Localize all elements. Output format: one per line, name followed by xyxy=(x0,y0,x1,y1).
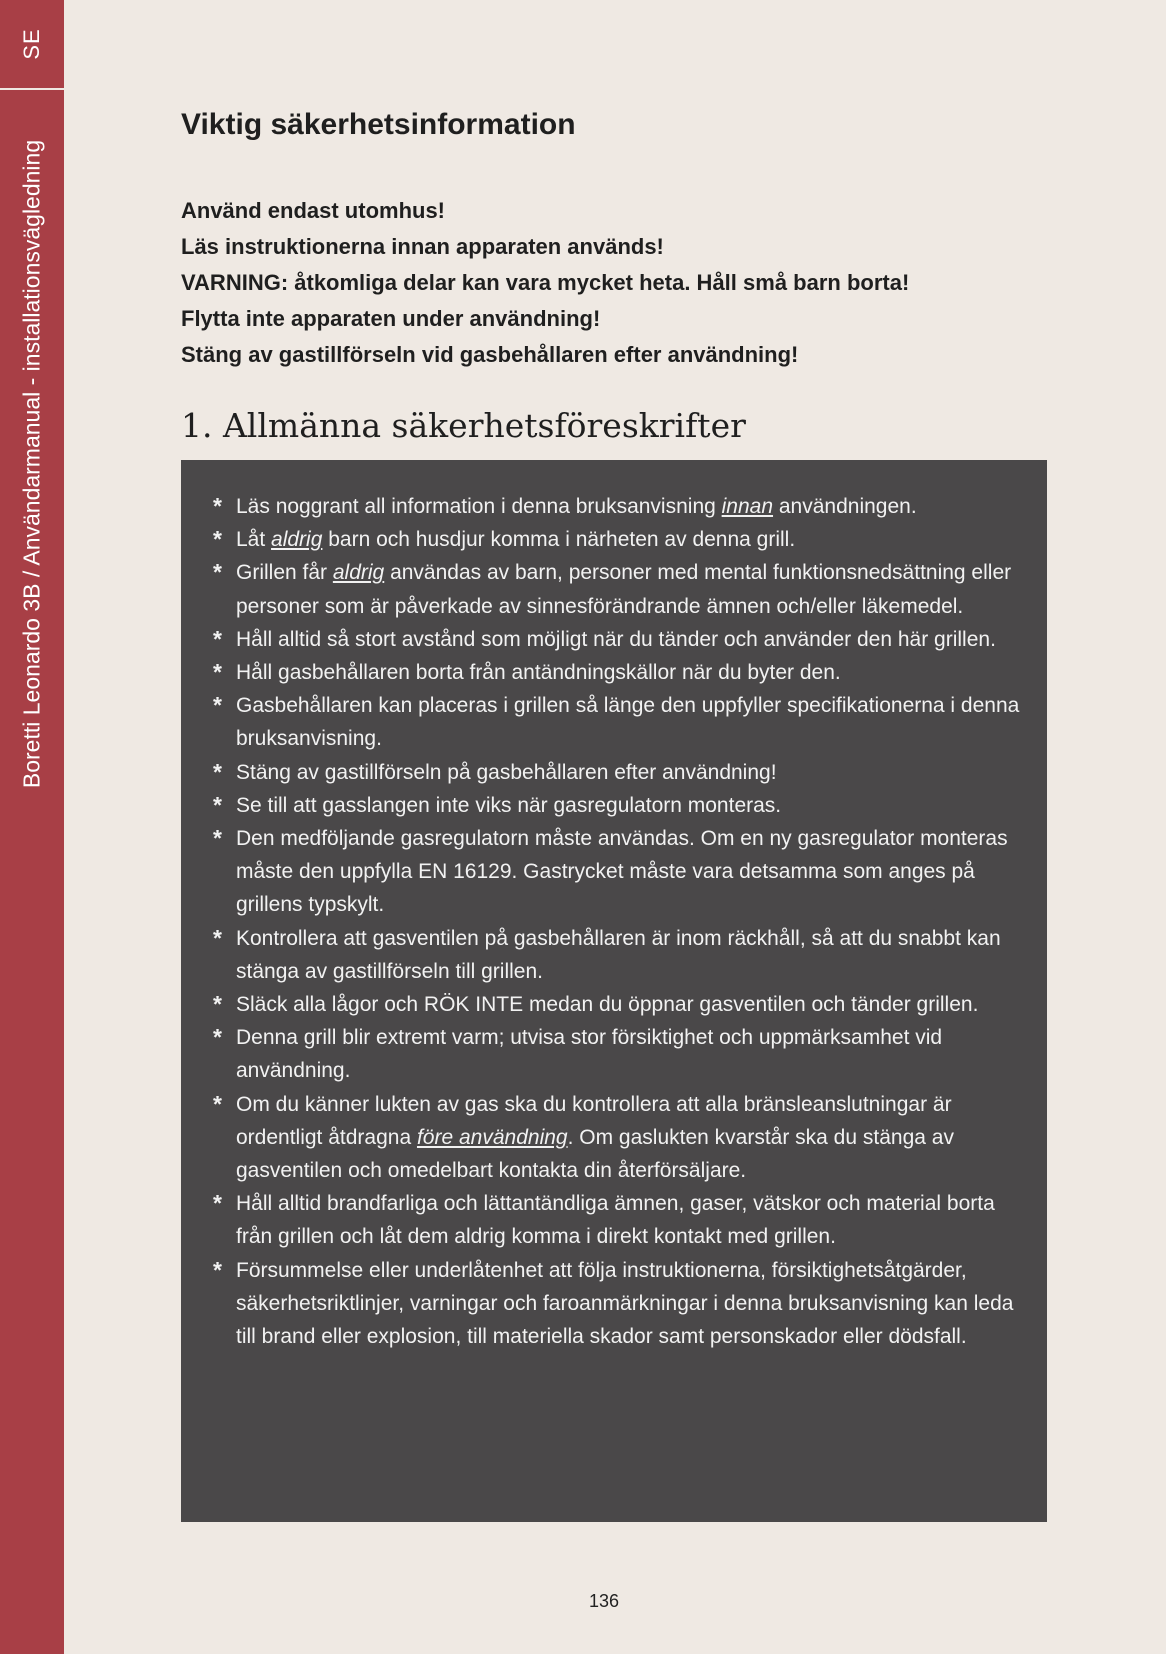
emphasis-text: innan xyxy=(721,495,774,518)
section-heading: 1. Allmänna säkerhetsföreskrifter xyxy=(181,406,746,445)
rule-text-segment: . Om gaslukten kvarstår ska du stänga av gasventilen och omedelbart kontakta din återförsäljare. xyxy=(236,1125,954,1183)
page-title: Viktig säkerhetsinformation xyxy=(181,108,576,141)
safety-rule-item xyxy=(213,922,1027,988)
safety-rule-text xyxy=(236,689,1027,755)
safety-rule-text xyxy=(236,490,1027,523)
safety-rule-item xyxy=(213,556,1027,622)
safety-rule-text xyxy=(236,922,1027,988)
sidebar xyxy=(0,0,64,1654)
bullet-marker: * xyxy=(213,991,222,1018)
rule-text-segment: Håll alltid så stort avstånd som möjligt när du tänder och använder den här grillen. xyxy=(236,627,996,651)
warning-list xyxy=(181,193,909,373)
bullet-marker: * xyxy=(213,526,222,553)
rule-text-segment: Försummelse eller underlåtenhet att följa instruktionerna, försiktighetsåtgärder, säkerhetsriktlinjer, varningar och faroanmärkningar i denna bruksanvisning kan leda till brand eller explosion, till materiella skador samt personskador eller dödsfall. xyxy=(236,1258,1014,1349)
bullet-marker: * xyxy=(213,1024,222,1051)
safety-rule-text xyxy=(236,1088,1027,1188)
safety-rule-item xyxy=(213,1254,1027,1354)
safety-rule-item xyxy=(213,1021,1027,1087)
safety-rule-text xyxy=(236,1021,1027,1087)
emphasis-text: aldrig xyxy=(332,561,385,585)
bullet-marker: * xyxy=(213,625,222,652)
rule-text-segment: Håll alltid brandfarliga och lättantändliga ämnen, gaser, vätskor och material borta från grillen och låt dem aldrig komma i direkt kontakt med grillen. xyxy=(236,1192,995,1249)
warning-item: Stäng av gastillförseln vid gasbehållaren efter användning! xyxy=(181,342,799,367)
safety-rule-text xyxy=(236,656,1027,689)
safety-rules-list xyxy=(213,490,1027,1353)
rule-text-segment: Gasbehållaren kan placeras i grillen så länge den uppfyller specifikationerna i denna bruksanvisning. xyxy=(236,694,1020,751)
warning-item: VARNING: åtkomliga delar kan vara mycket heta. Håll små barn borta! xyxy=(181,270,910,295)
bullet-marker: * xyxy=(213,692,222,719)
bullet-marker: * xyxy=(213,758,222,785)
safety-rule-item xyxy=(213,523,1027,556)
safety-rule-item xyxy=(213,656,1027,689)
language-label: SE xyxy=(19,28,44,60)
rule-text-segment: Om du känner lukten av gas ska du kontrollera att alla bränsleanslutningar är ordentligt åtdragna xyxy=(236,1092,952,1149)
safety-rule-text xyxy=(236,556,1027,622)
bullet-marker: * xyxy=(213,1256,222,1283)
warning-item: Läs instruktionerna innan apparaten används! xyxy=(181,234,664,259)
safety-rule-text xyxy=(236,523,1027,556)
rule-text-segment: Stäng av gastillförseln på gasbehållaren efter användning! xyxy=(236,760,777,784)
bullet-marker: * xyxy=(213,1190,222,1217)
rule-text-segment: Grillen får xyxy=(236,561,333,585)
safety-rule-item xyxy=(213,689,1027,755)
rule-text-segment: barn och husdjur komma i närheten av denna grill. xyxy=(322,528,796,552)
rule-text-segment: Läs noggrant all information i denna bruksanvisning xyxy=(236,495,722,518)
bullet-marker: * xyxy=(213,1090,222,1117)
bullet-marker: * xyxy=(213,825,222,852)
safety-rules-box xyxy=(181,460,1047,1522)
bullet-marker: * xyxy=(213,559,222,586)
rule-text-segment: Låt xyxy=(236,528,272,552)
safety-rule-text xyxy=(236,1254,1027,1354)
warning-item: Flytta inte apparaten under användning! xyxy=(181,306,601,331)
bullet-marker: * xyxy=(213,493,222,519)
bullet-marker: * xyxy=(213,791,222,818)
rule-text-segment: Denna grill blir extremt varm; utvisa stor försiktighet och uppmärksamhet vid användning. xyxy=(236,1026,943,1083)
bullet-marker: * xyxy=(213,659,222,686)
emphasis-text: aldrig xyxy=(271,528,323,552)
safety-rule-text xyxy=(236,988,1027,1021)
rule-text-segment: Håll gasbehållaren borta från antändningskällor när du byter den. xyxy=(236,661,841,685)
safety-rule-text xyxy=(236,789,1027,822)
safety-rule-item xyxy=(213,789,1027,822)
safety-rule-item xyxy=(213,988,1027,1021)
rule-text-segment: användas av barn, personer med mental funktionsnedsättning eller personer som är påverkade av sinnesförändrande ämnen och/eller läkemedel. xyxy=(236,561,1012,618)
safety-rule-item xyxy=(213,490,1027,523)
safety-rule-item xyxy=(213,623,1027,656)
safety-rule-text xyxy=(236,756,1027,789)
safety-rule-item xyxy=(213,756,1027,789)
rule-text-segment: Den medföljande gasregulatorn måste användas. Om en ny gasregulator monteras måste den uppfylla EN 16129. Gastrycket måste vara detsamma som anges på grillens typskylt. xyxy=(236,827,1008,917)
language-tab xyxy=(0,0,64,90)
safety-rule-item xyxy=(213,822,1027,922)
safety-rule-text xyxy=(236,623,1027,656)
safety-rule-text xyxy=(236,822,1027,922)
rule-text-segment: användningen. xyxy=(773,495,917,518)
rule-text-segment: Släck alla lågor och RÖK INTE medan du öppnar gasventilen och tänder grillen. xyxy=(236,993,979,1017)
bullet-marker: * xyxy=(213,924,222,951)
safety-rule-item xyxy=(213,1187,1027,1253)
warning-item: Använd endast utomhus! xyxy=(181,198,446,223)
page-number: 136 xyxy=(588,1591,620,1611)
emphasis-text: före användning xyxy=(416,1125,568,1149)
manual-title: Boretti Leonardo 3B / Användarmanual - installationsvägledning xyxy=(18,139,45,789)
rule-text-segment: Kontrollera att gasventilen på gasbehållaren är inom räckhåll, så att du snabbt kan stänga av gastillförseln till grillen. xyxy=(236,926,1001,983)
safety-rule-item xyxy=(213,1088,1027,1188)
safety-rule-text xyxy=(236,1187,1027,1253)
rule-text-segment: Se till att gasslangen inte viks när gasregulatorn monteras. xyxy=(236,793,782,817)
